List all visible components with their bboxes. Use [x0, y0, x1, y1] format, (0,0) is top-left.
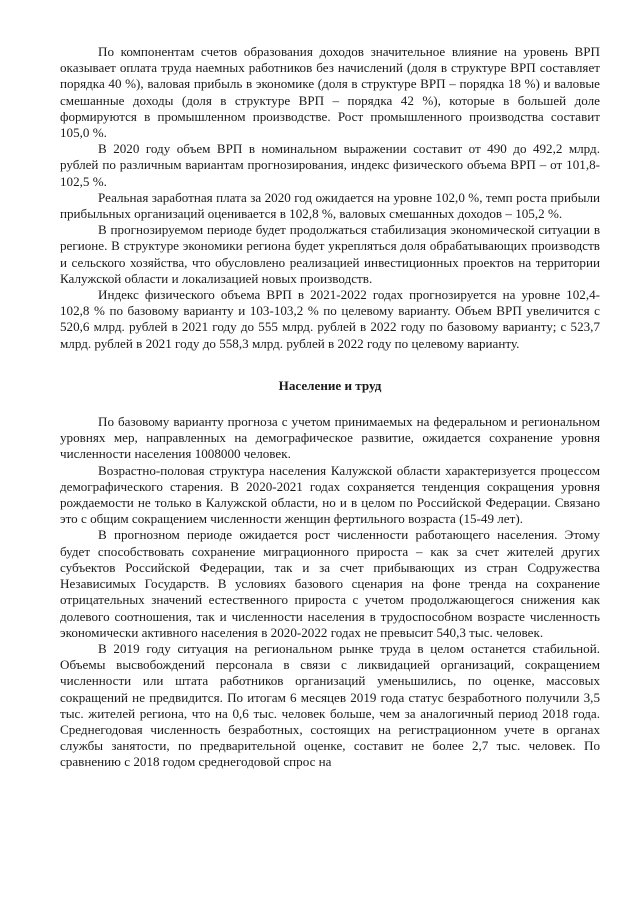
paragraph-population-baseline: По базовому варианту прогноза с учетом принимаемых на федеральном и региональном уровнях мер, направленных на демографическое развитие, ожидается сохранение уровня численности населения 1008000 человек.: [60, 414, 600, 462]
paragraph-grp-forecast-2021-2022: Индекс физического объема ВРП в 2021-2022 годах прогнозируется на уровне 102,4-102,8 % по базовому варианту и 103-103,2 % по целевому варианту. Объем ВРП увеличится с 520,6 млрд. рублей в 2021 году до 555 млрд. рублей в 2022 году по базовому варианту; с 523,7 млрд. рублей в 2021 году до 558,3 млрд. рублей в 2022 году по целевому варианту.: [60, 287, 600, 351]
paragraph-grp-2020: В 2020 году объем ВРП в номинальном выражении составит от 490 до 492,2 млрд. рублей по различным вариантам прогнозирования, индекс физического объема ВРП – от 101,8-102,5 %.: [60, 141, 600, 189]
paragraph-labor-market-2019: В 2019 году ситуация на региональном рынке труда в целом останется стабильной. Объемы высвобождений персонала в связи с ликвидацией организаций, сокращением численности или штата работников организаций уменьшились, по оценке, массовых сокращений не предвидится. По итогам 6 месяцев 2019 года статус безработного получили 3,5 тыс. жителей региона, что на 0,6 тыс. человек больше, чем за аналогичный период 2018 года. Среднегодовая численность безработных, состоящих на регистрационном учете в органах службы занятости, по предварительной оценке, составит не более 2,7 тыс. человек. По сравнению с 2018 годом среднегодовой спрос на: [60, 640, 600, 770]
paragraph-real-wages: Реальная заработная плата за 2020 год ожидается на уровне 102,0 %, темп роста прибыли прибыльных организаций оценивается в 102,8 %, валовых смешанных доходов – 105,2 %.: [60, 189, 600, 222]
paragraph-working-population: В прогнозном периоде ожидается рост численности работающего населения. Этому будет способствовать сохранение миграционного прироста – как за счет жителей других субъектов Российской Федерации, так и за счет прибывающих из стран Содружества Независимых Государств. В условиях базового сценария на фоне тренда на сохранение отрицательных значений естественного прироста с учетом продолжающегося снижения как долевого соотношения, так и численности населения в трудоспособном возрасте численность экономически активного населения в 2020-2022 годах не превысит 540,3 тыс. человек.: [60, 527, 600, 640]
paragraph-economic-stabilization: В прогнозируемом периоде будет продолжаться стабилизация экономической ситуации в регионе. В структуре экономики региона будет укрепляться доля обрабатывающих производств и сельского хозяйства, что обусловлено реализацией инвестиционных проектов на территории Калужской области и локализацией новых производств.: [60, 222, 600, 286]
section-title: Население и труд: [278, 377, 382, 393]
document-page: [60, 44, 600, 771]
paragraph-income-components: По компонентам счетов образования доходов значительное влияние на уровень ВРП оказывает оплата труда наемных работников без начислений (доля в структуре ВРП составляет порядка 40 %), валовая прибыль в экономике (доля в структуре ВРП – порядка 18 %) и валовые смешанные доходы (доля в структуре ВРП – порядка 42 %), которые в большей доле формируются в промышленном производстве. Рост промышленного производства составит 105,0 %.: [60, 44, 600, 141]
paragraph-age-structure: Возрастно-половая структура населения Калужской области характеризуется процессом демографического старения. В 2020-2021 годах сохраняется тенденция сокращения уровня рождаемости не только в Калужской области, но и в целом по Российской Федерации. Связано это с общим сокращением численности женщин фертильного возраста (15-49 лет).: [60, 462, 600, 527]
